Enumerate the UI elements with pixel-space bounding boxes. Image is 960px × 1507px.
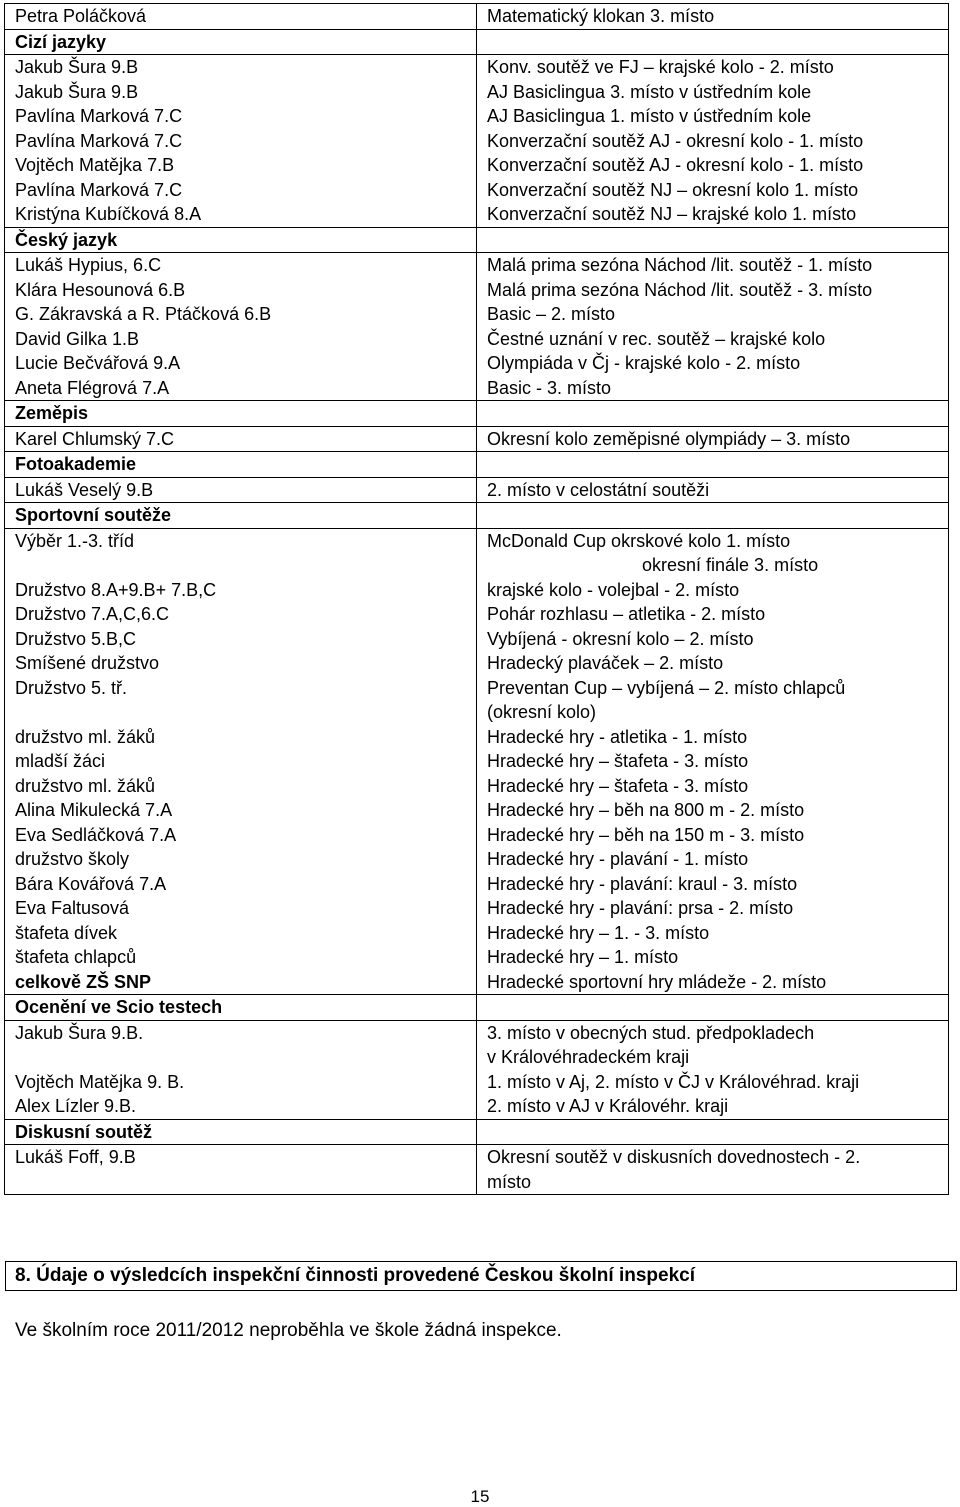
result-cell — [477, 452, 949, 478]
result-text: Čestné uznání v rec. soutěž – krajské kolo — [487, 328, 826, 349]
result-text: Hradecké hry - atletika - 1. místo — [487, 726, 748, 747]
result-text — [487, 228, 940, 253]
participant-name: štafeta dívek — [15, 922, 118, 943]
name-cell — [5, 55, 477, 228]
result-text: (okresní kolo) — [487, 702, 597, 722]
result-text: Konverzační soutěž AJ - okresní kolo - 1. místo — [487, 155, 864, 175]
result-text: Hradecké sportovní hry mládeže - 2. místo — [487, 971, 827, 992]
category-heading: Český jazyk — [15, 229, 118, 250]
results-table — [4, 3, 949, 1195]
table-row — [5, 1119, 949, 1145]
result-text: AJ Basiclingua 3. místo v ústředním kole — [487, 81, 812, 102]
participant-name: Pavlína Marková 7.C — [15, 130, 183, 151]
result-text — [487, 30, 940, 55]
participant-name: Družstvo 8.A+9.B+ 7.B,C — [15, 579, 217, 600]
name-cell — [5, 528, 477, 995]
table-row — [5, 29, 949, 55]
name-cell — [5, 253, 477, 401]
participant-name: Jakub Šura 9.B — [15, 57, 139, 77]
table-row — [5, 4, 949, 30]
result-text: McDonald Cup okrskové kolo 1. místo — [487, 530, 791, 551]
result-cell — [477, 29, 949, 55]
result-cell — [477, 4, 949, 30]
participant-name: G. Zákravská a R. Ptáčková 6.B — [15, 304, 272, 324]
result-text: Matematický klokan 3. místo — [487, 6, 715, 26]
result-text: 2. místo v AJ v Královéhr. kraji — [487, 1096, 729, 1116]
result-text: Malá prima sezóna Náchod /lit. soutěž - 3. místo — [487, 279, 873, 300]
result-cell — [477, 528, 949, 995]
participant-name: Eva Sedláčková 7.A — [15, 824, 177, 845]
category-heading: Cizí jazyky — [15, 31, 107, 52]
participant-name — [15, 553, 468, 578]
table-row — [5, 452, 949, 478]
name-cell — [5, 29, 477, 55]
result-text: Hradecké hry – 1. místo — [487, 947, 679, 967]
result-cell — [477, 55, 949, 228]
result-text: Hradecké hry – 1. - 3. místo — [487, 922, 710, 943]
participant-name: Karel Chlumský 7.C — [15, 428, 175, 449]
participant-name: Klára Hesounová 6.B — [15, 279, 186, 300]
participant-name: Lukáš Foff, 9.B — [15, 1147, 136, 1167]
participant-name: Družstvo 7.A,C,6.C — [15, 604, 170, 624]
result-text: Pohár rozhlasu – atletika - 2. místo — [487, 604, 766, 624]
table-row — [5, 55, 949, 228]
table-row — [5, 477, 949, 503]
participant-name: Vojtěch Matějka 9. B. — [15, 1071, 185, 1092]
participant-name: Pavlína Marková 7.C — [15, 179, 183, 200]
result-text — [487, 401, 940, 426]
name-cell — [5, 452, 477, 478]
participant-name: družstvo ml. žáků — [15, 775, 156, 796]
category-heading: celkově ZŠ SNP — [15, 971, 152, 992]
result-cell — [477, 253, 949, 401]
result-text: Basic - 3. místo — [487, 377, 612, 398]
participant-name: Lukáš Veselý 9.B — [15, 479, 154, 500]
participant-name: Družstvo 5. tř. — [15, 677, 128, 698]
result-text: Basic – 2. místo — [487, 304, 616, 324]
category-heading: Ocenění ve Scio testech — [15, 997, 223, 1017]
name-cell — [5, 4, 477, 30]
participant-name: Jakub Šura 9.B. — [15, 1022, 144, 1043]
participant-name: Eva Faltusová — [15, 898, 130, 918]
participant-name: Bára Kovářová 7.A — [15, 873, 167, 894]
result-text: okresní finále 3. místo — [642, 555, 819, 575]
table-row — [5, 995, 949, 1021]
section-text: Ve školním roce 2011/2012 neproběhla ve škole žádná inspekce. — [15, 1320, 562, 1341]
result-text: Malá prima sezóna Náchod /lit. soutěž - 1. místo — [487, 255, 873, 275]
name-cell — [5, 1020, 477, 1119]
result-text — [487, 503, 940, 528]
table-row — [5, 426, 949, 452]
result-text: 2. místo v celostátní soutěži — [487, 479, 710, 500]
result-text: Hradecké hry – štafeta - 3. místo — [487, 751, 749, 771]
result-cell — [477, 477, 949, 503]
result-text: Hradecké hry - plavání: kraul - 3. místo — [487, 873, 798, 894]
result-text: Preventan Cup – vybíjená – 2. místo chlapců — [487, 677, 846, 698]
result-text: 1. místo v Aj, 2. místo v ČJ v Královéhrad. kraji — [487, 1071, 860, 1092]
name-cell — [5, 426, 477, 452]
result-text: místo — [487, 1171, 532, 1192]
result-text — [487, 995, 940, 1020]
category-heading: Sportovní soutěže — [15, 505, 172, 525]
name-cell — [5, 1145, 477, 1195]
result-cell — [477, 995, 949, 1021]
participant-name: Kristýna Kubíčková 8.A — [15, 204, 202, 224]
participant-name — [15, 700, 468, 725]
participant-name: David Gilka 1.B — [15, 328, 140, 349]
result-cell — [477, 227, 949, 253]
participant-name: Lukáš Hypius, 6.C — [15, 255, 162, 275]
result-text: Konverzační soutěž NJ – krajské kolo 1. místo — [487, 204, 857, 224]
result-text: Olympiáda v Čj - krajské kolo - 2. místo — [487, 353, 801, 373]
category-heading: Zeměpis — [15, 403, 89, 423]
result-text: Hradecké hry – běh na 800 m - 2. místo — [487, 800, 805, 820]
table-row — [5, 401, 949, 427]
category-heading: Fotoakademie — [15, 454, 137, 474]
result-text: Hradecké hry - plavání: prsa - 2. místo — [487, 898, 794, 918]
result-cell — [477, 1119, 949, 1145]
result-text: krajské kolo - volejbal - 2. místo — [487, 579, 740, 600]
results-table-body — [5, 4, 949, 1195]
participant-name: Pavlína Marková 7.C — [15, 106, 183, 126]
name-cell — [5, 1119, 477, 1145]
participant-name: Petra Poláčková — [15, 6, 147, 26]
table-row — [5, 227, 949, 253]
result-text — [487, 452, 940, 477]
result-text: v Královéhradeckém kraji — [487, 1047, 690, 1067]
result-text: Hradecký plaváček – 2. místo — [487, 653, 724, 673]
result-text: Hradecké hry - plavání - 1. místo — [487, 849, 749, 869]
result-cell — [477, 426, 949, 452]
result-text: 3. místo v obecných stud. předpokladech — [487, 1022, 815, 1043]
table-row — [5, 1145, 949, 1195]
table-row — [5, 253, 949, 401]
result-text: Hradecké hry – běh na 150 m - 3. místo — [487, 824, 805, 845]
participant-name: mladší žáci — [15, 751, 106, 771]
result-text: Konverzační soutěž AJ - okresní kolo - 1. místo — [487, 130, 864, 151]
participant-name: družstvo školy — [15, 849, 130, 869]
participant-name: družstvo ml. žáků — [15, 726, 156, 747]
result-cell — [477, 1145, 949, 1195]
result-text: Konv. soutěž ve FJ – krajské kolo - 2. místo — [487, 57, 834, 77]
participant-name: Lucie Bečvářová 9.A — [15, 353, 181, 373]
participant-name: Smíšené družstvo — [15, 653, 160, 673]
participant-name — [15, 1045, 468, 1070]
name-cell — [5, 227, 477, 253]
result-text: Hradecké hry – štafeta - 3. místo — [487, 775, 749, 796]
participant-name: Družstvo 5.B,C — [15, 628, 137, 649]
name-cell — [5, 995, 477, 1021]
page-number: 15 — [470, 1487, 490, 1506]
participant-name: Výběr 1.-3. tříd — [15, 530, 135, 551]
participant-name: Jakub Šura 9.B — [15, 81, 139, 102]
result-text: Vybíjená - okresní kolo – 2. místo — [487, 628, 754, 649]
name-cell — [5, 401, 477, 427]
result-text: AJ Basiclingua 1. místo v ústředním kole — [487, 106, 812, 126]
table-row — [5, 528, 949, 995]
result-text — [487, 1120, 940, 1145]
participant-name: Aneta Flégrová 7.A — [15, 377, 170, 398]
result-cell — [477, 503, 949, 529]
participant-name: Alex Lízler 9.B. — [15, 1096, 137, 1116]
result-text: Okresní kolo zeměpisné olympiády – 3. místo — [487, 428, 851, 449]
section-heading: 8. Údaje o výsledcích inspekční činnosti provedené Českou školní inspekcí — [5, 1261, 957, 1291]
participant-name: Alina Mikulecká 7.A — [15, 800, 173, 820]
result-cell — [477, 401, 949, 427]
participant-name: Vojtěch Matějka 7.B — [15, 155, 175, 175]
participant-name — [15, 1170, 468, 1195]
result-cell — [477, 1020, 949, 1119]
name-cell — [5, 503, 477, 529]
result-text: Okresní soutěž v diskusních dovednostech - 2. — [487, 1147, 861, 1167]
table-row — [5, 1020, 949, 1119]
result-text: Konverzační soutěž NJ – okresní kolo 1. místo — [487, 179, 859, 200]
category-heading: Diskusní soutěž — [15, 1121, 153, 1142]
table-row — [5, 503, 949, 529]
participant-name: štafeta chlapců — [15, 947, 137, 967]
name-cell — [5, 477, 477, 503]
